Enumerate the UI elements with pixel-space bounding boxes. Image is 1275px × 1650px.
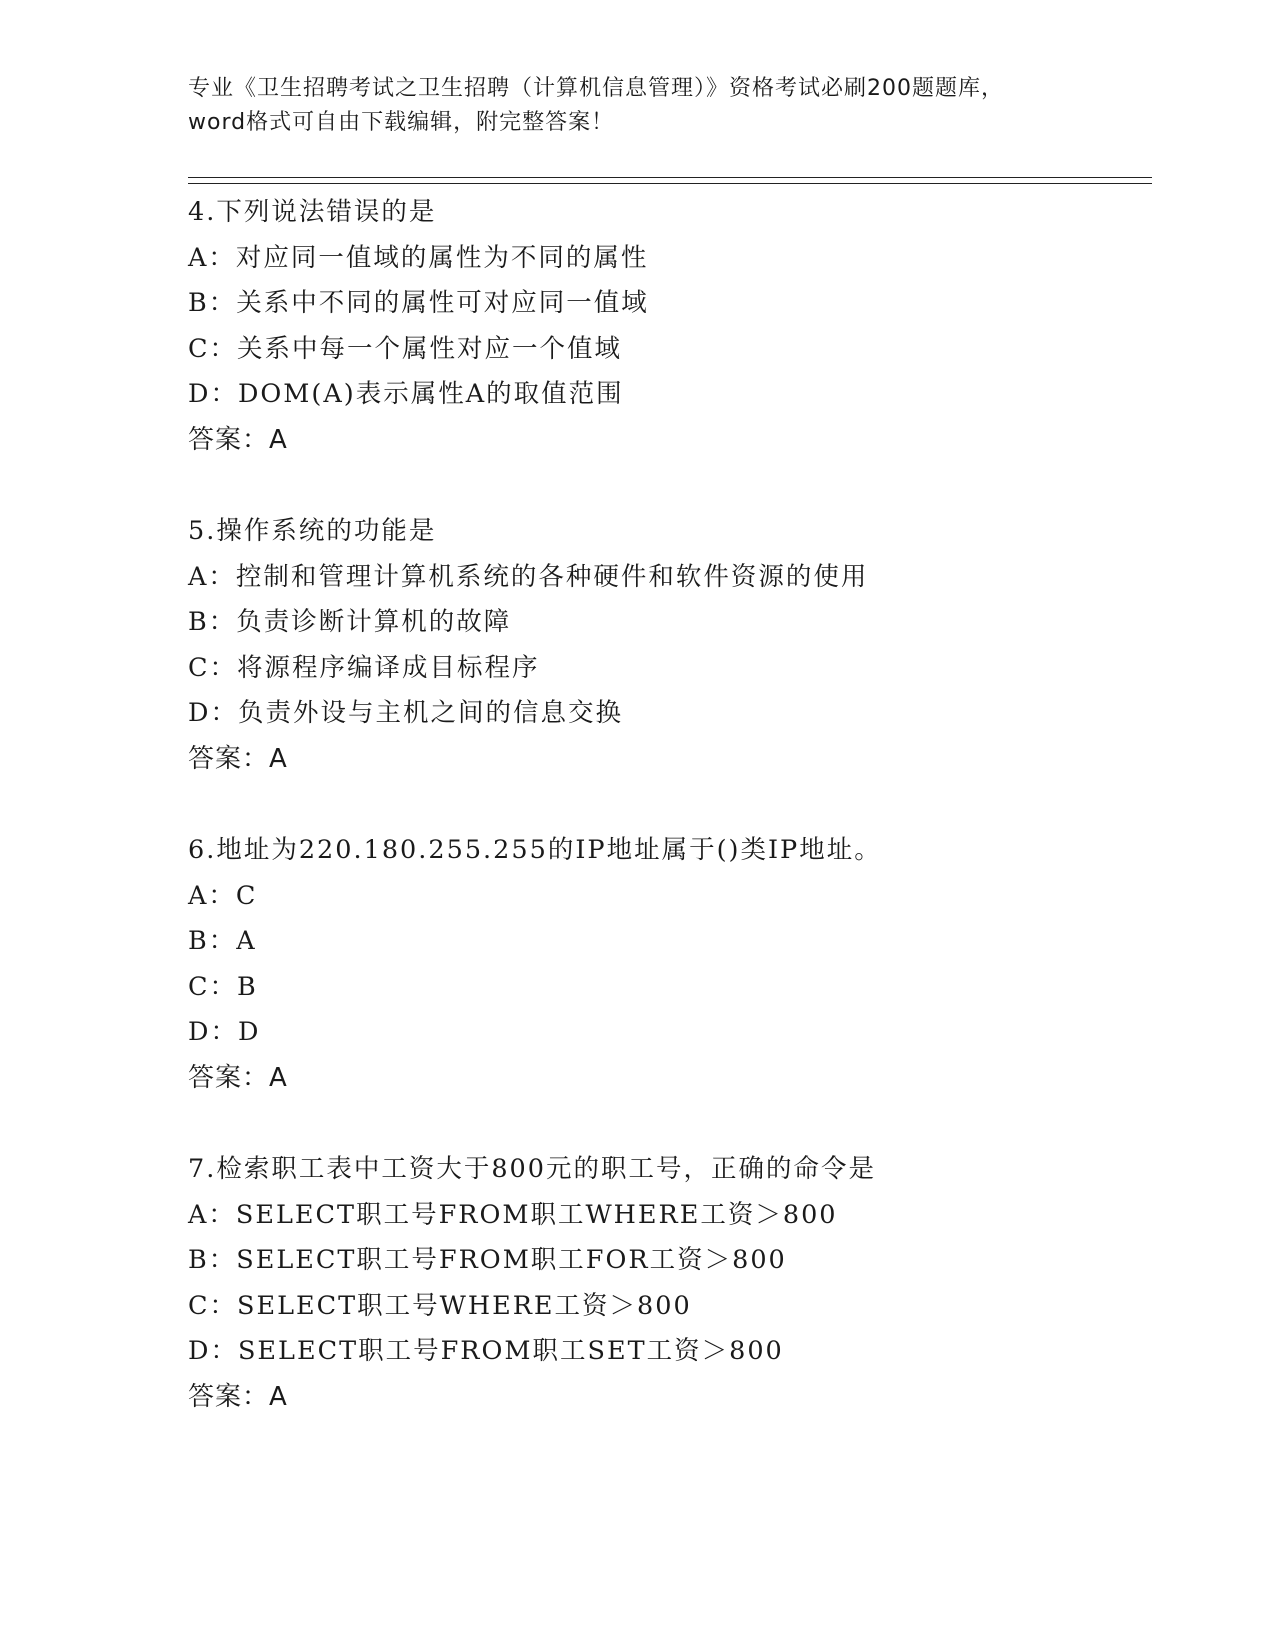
answer-text: 答案：A bbox=[188, 1381, 288, 1412]
question-item bbox=[188, 190, 1152, 463]
answer-text: 答案：A bbox=[188, 1062, 288, 1093]
option-c: C：将源程序编译成目标程序 bbox=[188, 652, 540, 683]
option-c: C：SELECT职工号WHERE工资＞800 bbox=[188, 1290, 692, 1321]
option-b: B：A bbox=[188, 926, 257, 956]
option-a: A：C bbox=[188, 880, 258, 911]
header-divider-bottom bbox=[188, 183, 1152, 184]
document-header bbox=[188, 72, 1088, 140]
question-item bbox=[188, 828, 1152, 1101]
option-d: D：SELECT职工号FROM职工SET工资＞800 bbox=[188, 1336, 784, 1366]
question-stem: 5.操作系统的功能是 bbox=[188, 516, 437, 546]
question-item bbox=[188, 509, 1152, 782]
option-a: A：SELECT职工号FROM职工WHERE工资＞800 bbox=[188, 1199, 838, 1230]
question-stem: 4.下列说法错误的是 bbox=[188, 197, 437, 227]
option-b: B：负责诊断计算机的故障 bbox=[188, 607, 512, 637]
option-d: D：D bbox=[188, 1017, 261, 1047]
option-a: A：对应同一值域的属性为不同的属性 bbox=[188, 242, 649, 273]
header-line-1: 专业《卫生招聘考试之卫生招聘（计算机信息管理）》资格考试必刷200题题库， bbox=[188, 76, 1004, 101]
question-item bbox=[188, 1147, 1152, 1420]
option-a: A：控制和管理计算机系统的各种硬件和软件资源的使用 bbox=[188, 561, 869, 592]
answer-text: 答案：A bbox=[188, 743, 288, 774]
option-c: C：B bbox=[188, 971, 258, 1002]
question-stem: 6.地址为220.180.255.255的IP地址属于()类IP地址。 bbox=[188, 835, 882, 865]
header-divider-top bbox=[188, 177, 1152, 178]
option-d: D：DOM(A)表示属性A的取值范围 bbox=[188, 379, 624, 409]
question-list bbox=[188, 190, 1152, 1466]
option-d: D：负责外设与主机之间的信息交换 bbox=[188, 698, 623, 728]
option-b: B：关系中不同的属性可对应同一值域 bbox=[188, 288, 649, 318]
option-b: B：SELECT职工号FROM职工FOR工资＞800 bbox=[188, 1245, 787, 1275]
answer-text: 答案：A bbox=[188, 424, 288, 455]
question-stem: 7.检索职工表中工资大于800元的职工号，正确的命令是 bbox=[188, 1154, 877, 1184]
option-c: C：关系中每一个属性对应一个值域 bbox=[188, 333, 623, 364]
header-line-2: word格式可自由下载编辑，附完整答案！ bbox=[188, 110, 615, 135]
